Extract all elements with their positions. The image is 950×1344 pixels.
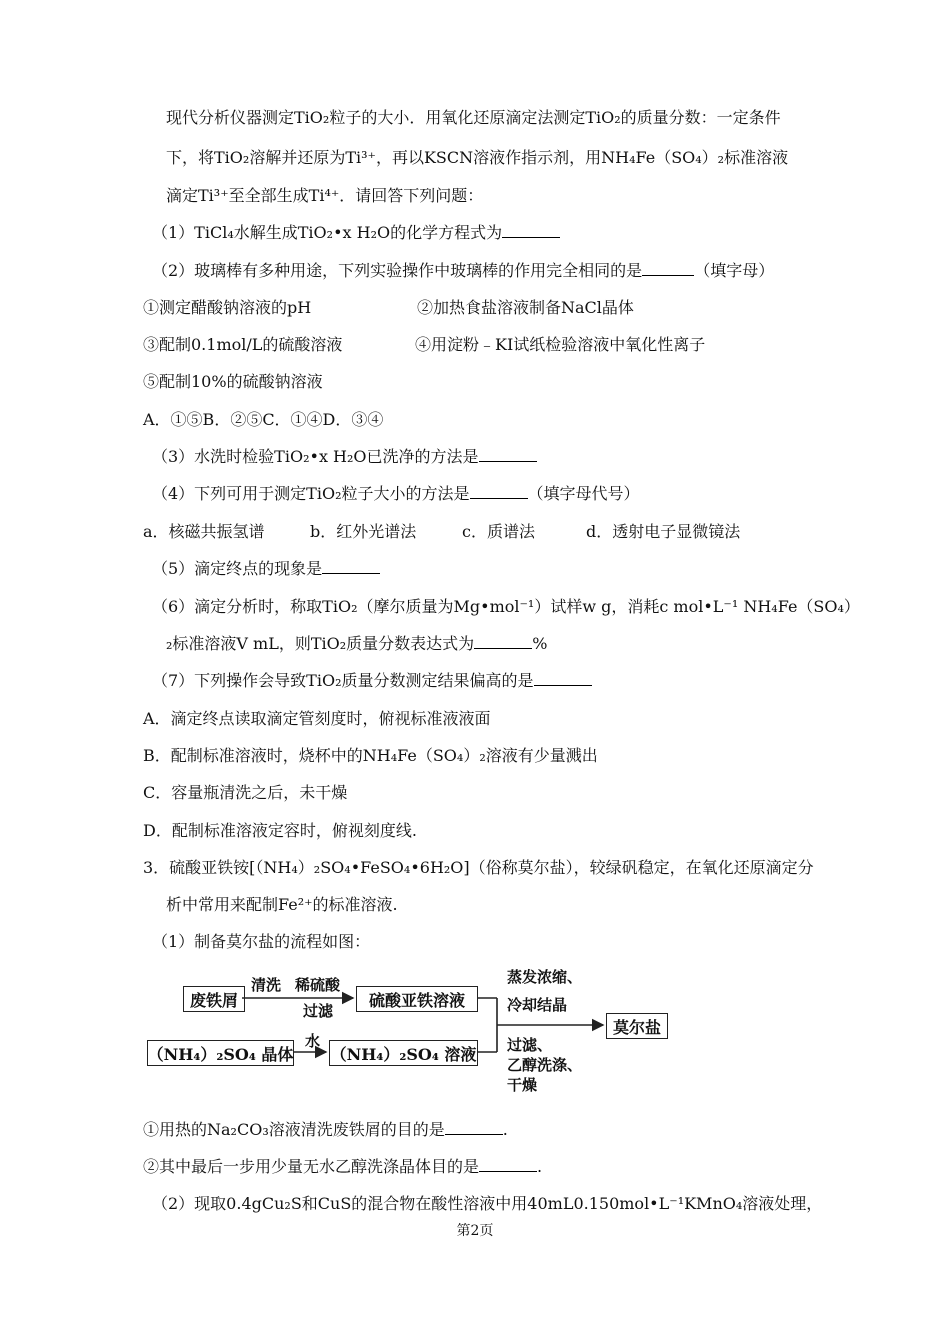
text-line-content: （1）制备莫尔盐的流程如图： — [152, 932, 371, 951]
label-dry: 干燥 — [507, 1076, 538, 1094]
text-line-md — [586, 522, 740, 542]
text-line-suffix: （填字母代号） — [527, 484, 640, 503]
text-line-content: ③配制0.1mol/L的硫酸溶液 — [143, 335, 343, 354]
text-line-content: a．核磁共振氢谱 — [143, 522, 265, 541]
text-line-o1 — [143, 298, 311, 318]
text-line-content: （2）现取0.4gCu₂S和CuS的混合物在酸性溶液中用40mL0.150mol•L⁻¹KMnO₄溶液处理， — [152, 1194, 823, 1213]
text-line-sd — [143, 821, 417, 841]
label-ethanol-wash: 乙醇洗涤、 — [507, 1056, 583, 1074]
answer-blank[interactable] — [479, 1157, 537, 1172]
label-water: 水 — [305, 1032, 321, 1050]
answer-blank[interactable] — [642, 261, 694, 276]
text-line-content: ④用淀粉﹣KI试纸检验溶液中氧化性离子 — [415, 335, 706, 354]
text-line-mc — [462, 522, 535, 542]
text-line-content: 滴定Ti³⁺至全部生成Ti⁴⁺．请回答下列问题： — [166, 186, 484, 205]
text-line-o2 — [417, 298, 634, 318]
text-line-content: D．配制标准溶液定容时，俯视刻度线. — [143, 821, 417, 840]
text-line-o4 — [415, 335, 705, 355]
text-line-content: ₂标准溶液V mL，则TiO₂质量分数表达式为 — [166, 634, 475, 653]
mohr-salt-flowchart — [145, 966, 673, 1096]
text-line-content: 3．硫酸亚铁铵[（NH₄）₂SO₄•FeSO₄•6H₂O]（俗称莫尔盐），较绿矾稳定，在氧化还原滴定分 — [143, 858, 814, 877]
text-line-content: C．容量瓶清洗之后，未干燥 — [143, 783, 348, 802]
text-line-r1 — [143, 1120, 508, 1140]
label-wash: 清洗 — [251, 976, 282, 994]
text-line-content: ①用热的Na₂CO₃溶液清洗废铁屑的目的是 — [143, 1120, 445, 1139]
text-line-p31 — [152, 932, 370, 952]
text-line-p32 — [152, 1194, 822, 1214]
text-line-content: ①测定醋酸钠溶液的pH — [143, 298, 312, 317]
text-line-content: A．滴定终点读取滴定管刻度时，俯视标准液液面 — [143, 709, 491, 728]
text-line-sb — [143, 746, 598, 766]
text-line-q6 — [152, 597, 860, 617]
text-line-q2 — [152, 261, 774, 281]
label-cool-crystallize: 冷却结晶 — [507, 996, 568, 1014]
text-line-r2 — [143, 1157, 542, 1177]
label-filter: 过滤 — [303, 1002, 334, 1020]
label-dilute-acid: 稀硫酸 — [295, 976, 341, 994]
text-line-suffix: . — [537, 1157, 543, 1176]
answer-blank[interactable] — [534, 671, 592, 686]
text-line-content: 析中常用来配制Fe²⁺的标准溶液. — [166, 895, 398, 914]
text-line-ch — [143, 410, 383, 430]
text-line-content: B．配制标准溶液时，烧杯中的NH₄Fe（SO₄）₂溶液有少量溅出 — [143, 746, 598, 765]
text-line-content: （7）下列操作会导致TiO₂质量分数测定结果偏高的是 — [152, 671, 534, 690]
text-line-q1 — [152, 223, 560, 243]
text-line-content: ②其中最后一步用少量无水乙醇洗涤晶体目的是 — [143, 1157, 480, 1176]
text-line-q6b — [166, 634, 547, 654]
text-line-content: （1）TiCl₄水解生成TiO₂•x H₂O的化学方程式为 — [152, 223, 503, 242]
answer-blank[interactable] — [445, 1120, 503, 1135]
answer-blank[interactable] — [479, 447, 537, 462]
text-line-content: ②加热食盐溶液制备NaCl晶体 — [417, 298, 634, 317]
text-line-content: c．质谱法 — [462, 522, 535, 541]
text-line-content: 下，将TiO₂溶解并还原为Ti³⁺，再以KSCN溶液作指示剂，用NH₄Fe（SO₄）₂标准溶液 — [166, 148, 789, 167]
label-evaporate: 蒸发浓缩、 — [507, 968, 583, 986]
text-line-l1 — [166, 108, 781, 128]
text-line-content: （6）滴定分析时，称取TiO₂（摩尔质量为Mg•mol⁻¹）试样w g，消耗c mol•L⁻¹ NH₄Fe（SO₄） — [152, 597, 860, 616]
text-line-l2 — [166, 148, 788, 168]
box-ferrous-sulfate-solution: 硫酸亚铁溶液 — [356, 986, 478, 1012]
text-line-content: （4）下列可用于测定TiO₂粒子大小的方法是 — [152, 484, 470, 503]
answer-blank[interactable] — [322, 559, 380, 574]
text-line-content: b．红外光谱法 — [310, 522, 417, 541]
text-line-content: （5）滴定终点的现象是 — [152, 559, 323, 578]
text-line-content: d．透射电子显微镜法 — [586, 522, 741, 541]
text-line-o3 — [143, 335, 342, 355]
answer-blank[interactable] — [470, 484, 528, 499]
answer-blank[interactable] — [474, 634, 532, 649]
text-line-suffix: （填字母） — [694, 261, 775, 280]
text-line-content: （2）玻璃棒有多种用途，下列实验操作中玻璃棒的作用完全相同的是 — [152, 261, 643, 280]
text-line-o5 — [143, 372, 323, 392]
text-line-suffix: . — [502, 1120, 508, 1139]
text-line-l3 — [166, 186, 483, 206]
text-line-q7 — [152, 671, 592, 691]
text-line-q5 — [152, 559, 380, 579]
text-line-content: 现代分析仪器测定TiO₂粒子的大小．用氧化还原滴定法测定TiO₂的质量分数：一定条件 — [166, 108, 781, 127]
box-scrap-iron: 废铁屑 — [183, 986, 245, 1012]
text-line-q3 — [152, 447, 537, 467]
text-line-sa — [143, 709, 491, 729]
text-line-ma — [143, 522, 265, 542]
page-number: 第2页 — [456, 1223, 494, 1239]
answer-blank[interactable] — [502, 223, 560, 238]
text-line-content: ⑤配制10%的硫酸钠溶液 — [143, 372, 323, 391]
text-line-mb — [310, 522, 416, 542]
box-mohr-salt: 莫尔盐 — [606, 1013, 668, 1039]
text-line-sc — [143, 783, 347, 803]
text-line-p3b — [166, 895, 398, 915]
box-ammonium-sulfate-crystal: （NH₄）₂SO₄ 晶体 — [147, 1040, 294, 1066]
text-line-p3 — [143, 858, 814, 878]
text-line-content: A．①⑤B．②⑤C．①④D．③④ — [143, 410, 384, 429]
box-ammonium-sulfate-solution: （NH₄）₂SO₄ 溶液 — [329, 1040, 478, 1066]
text-line-q4 — [152, 484, 640, 504]
text-line-content: （3）水洗时检验TiO₂•x H₂O已洗净的方法是 — [152, 447, 479, 466]
label-filter-2: 过滤、 — [507, 1036, 553, 1054]
text-line-suffix: % — [532, 634, 548, 653]
